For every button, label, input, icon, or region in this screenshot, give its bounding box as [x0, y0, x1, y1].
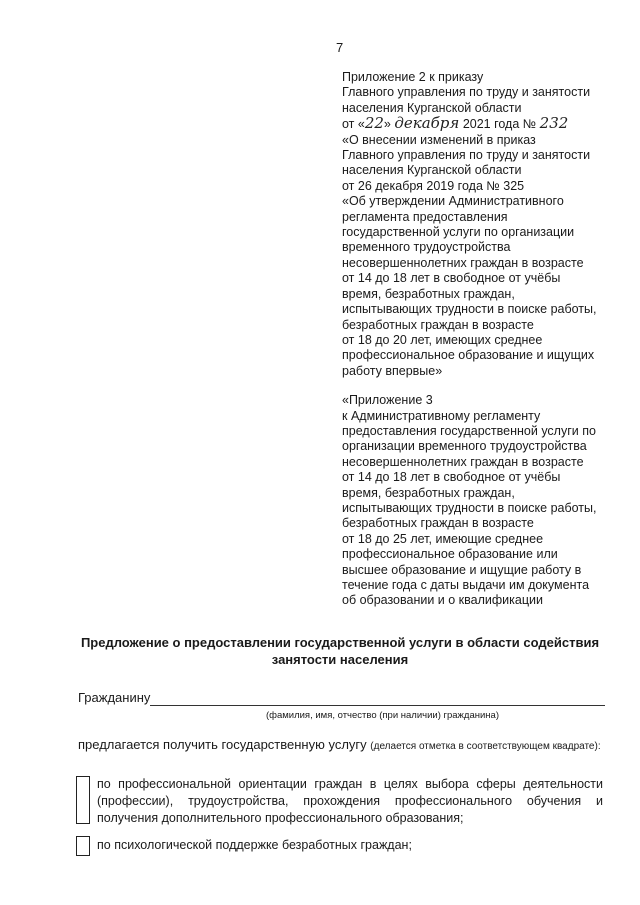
order-date-line [342, 116, 607, 132]
appendix-line: безработных граждан в возрасте [342, 317, 534, 332]
appendix-line: испытывающих трудности в поиске работы, [342, 302, 597, 317]
appendix-line: работу впервые» [342, 363, 443, 378]
annex3-line: несовершеннолетних граждан в возрасте [342, 454, 584, 469]
appendix-line: профессиональное образование и ищущих [342, 348, 595, 363]
annex3-line: безработных граждан в возрасте [342, 516, 534, 531]
option-checkbox[interactable] [76, 776, 90, 824]
appendix-line: «Об утверждении Административного [342, 194, 564, 209]
appendix-line: временного трудоустройства [342, 240, 511, 255]
intro-text: предлагается получить государственную услугу [78, 737, 367, 752]
handwritten-month: декабря [394, 114, 460, 133]
intro-note: (делается отметка в соответствующем квадрате): [370, 741, 601, 752]
page-number: 7 [336, 40, 344, 55]
annex3-line: течение года с даты выдачи им документа [342, 578, 590, 592]
option-checkbox[interactable] [76, 836, 90, 856]
appendix-line: Главного управления по труду и занятости [342, 148, 591, 163]
annex3-line: предоставления государственной услуги по [342, 423, 596, 438]
annex3-line: от 18 до 25 лет, имеющие среднее [342, 531, 544, 546]
appendix-line: «О внесении изменений в приказ [342, 132, 536, 147]
date-prefix: от « [342, 117, 365, 132]
addressee-fill-line[interactable] [150, 705, 605, 706]
handwritten-order-number: 232 [539, 114, 569, 133]
annex3-line: время, безработных граждан, [342, 485, 515, 500]
appendix-line: населения Курганской области [342, 163, 522, 178]
intro-paragraph [78, 737, 605, 755]
annex3-line: об образовании и о квалификации [342, 593, 543, 608]
appendix-line: несовершеннолетних граждан в возрасте [342, 255, 584, 270]
appendix-line: населения Курганской области [342, 100, 522, 115]
option-career-guidance: по профессиональной ориентации граждан в целях выбора сферы деятельности (профессии), трудоустройства, прохождения профессионального обучения и получения дополнительного профессионального образования; [97, 777, 603, 825]
annex3-line: организации временного трудоустройства [342, 439, 587, 454]
annex3-line: от 14 до 18 лет в свободное от учёбы [342, 470, 561, 485]
annex3-line: высшее образование и ищущие работу в [342, 562, 582, 577]
appendix-line: Главного управления по труду и занятости [342, 85, 591, 100]
appendix-block [342, 70, 607, 609]
appendix-line: от 14 до 18 лет в свободное от учёбы [342, 271, 561, 286]
appendix-line: регламента предоставления [342, 209, 508, 224]
appendix-line: Приложение 2 к приказу [342, 70, 484, 84]
appendix-line: время, безработных граждан, [342, 286, 515, 301]
document-title: Предложение о предоставлении государственной услуги в области содействия занятости населения [80, 635, 600, 667]
appendix-line: от 18 до 20 лет, имеющих среднее [342, 332, 543, 347]
handwritten-day: 22 [364, 114, 384, 133]
date-year: 2021 года № [459, 117, 537, 132]
annex3-line: к Административному регламенту [342, 408, 541, 423]
annex3-line: профессиональное образование или [342, 547, 558, 562]
annex3-line: «Приложение 3 [342, 393, 433, 408]
addressee-label: Гражданину [78, 690, 151, 705]
appendix-line: государственной услуги по организации [342, 225, 575, 240]
annex3-line: испытывающих трудности в поиске работы, [342, 500, 597, 515]
date-close: » [383, 117, 391, 132]
option-psychological-support: по психологической поддержке безработных граждан; [97, 838, 412, 852]
addressee-caption: (фамилия, имя, отчество (при наличии) гражданина) [265, 710, 499, 721]
appendix-line: от 26 декабря 2019 года № 325 [342, 178, 525, 193]
